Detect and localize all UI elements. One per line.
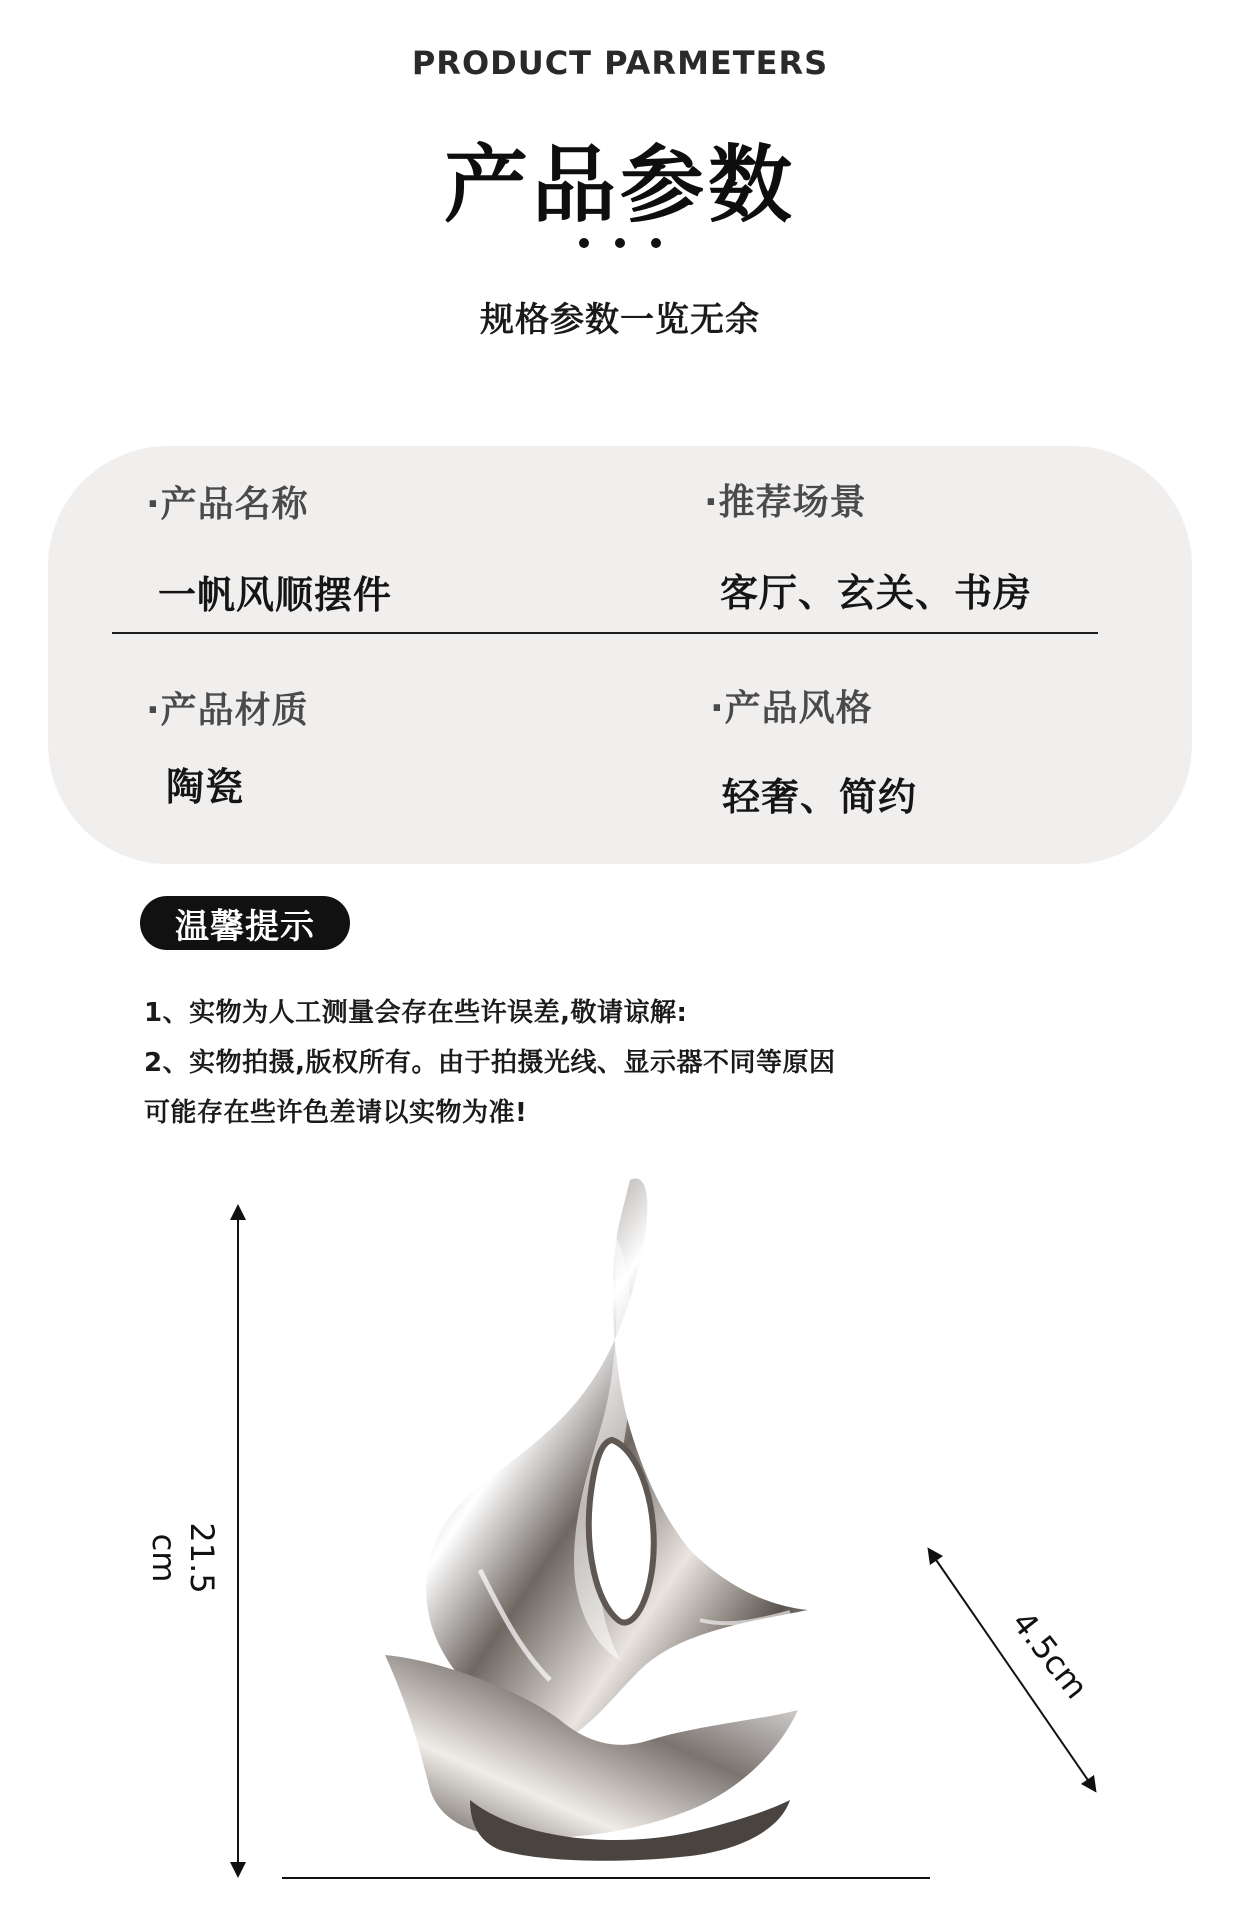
sailboat-sculpture <box>385 1178 808 1860</box>
dot <box>579 238 589 248</box>
spec-value-material: 陶瓷 <box>166 765 245 809</box>
spec-divider <box>112 632 1098 634</box>
spec-value-name: 一帆风顺摆件 <box>158 573 393 617</box>
notice-badge: 温馨提示 <box>140 896 350 950</box>
eyebrow-title: PRODUCT PARMETERS <box>411 44 829 82</box>
notice-line-2: 2、实物拍摄,版权所有。由于拍摄光线、显示器不同等原因 <box>144 1048 836 1078</box>
spec-value-scene: 客厅、玄关、书房 <box>720 571 1033 615</box>
page-title: 产品参数 <box>443 136 796 234</box>
spec-label-scene: ·推荐场景 <box>704 482 867 523</box>
spec-label-material: ·产品材质 <box>146 690 309 731</box>
spec-label-name: ·产品名称 <box>146 484 309 525</box>
page-subtitle: 规格参数一览无余 <box>480 300 760 340</box>
spec-label-style: ·产品风格 <box>710 688 873 729</box>
dot <box>615 238 625 248</box>
spec-value-style: 轻奢、简约 <box>722 775 918 819</box>
depth-label: 4.5cm <box>1004 1604 1096 1706</box>
height-label: 21.5 cm <box>145 1522 221 1594</box>
notice-line-1: 1、实物为人工测量会存在些许误差,敬请谅解: <box>144 998 688 1028</box>
notice-line-3: 可能存在些许色差请以实物为准! <box>144 1098 528 1128</box>
decorative-dots <box>0 238 1240 248</box>
dot <box>651 238 661 248</box>
